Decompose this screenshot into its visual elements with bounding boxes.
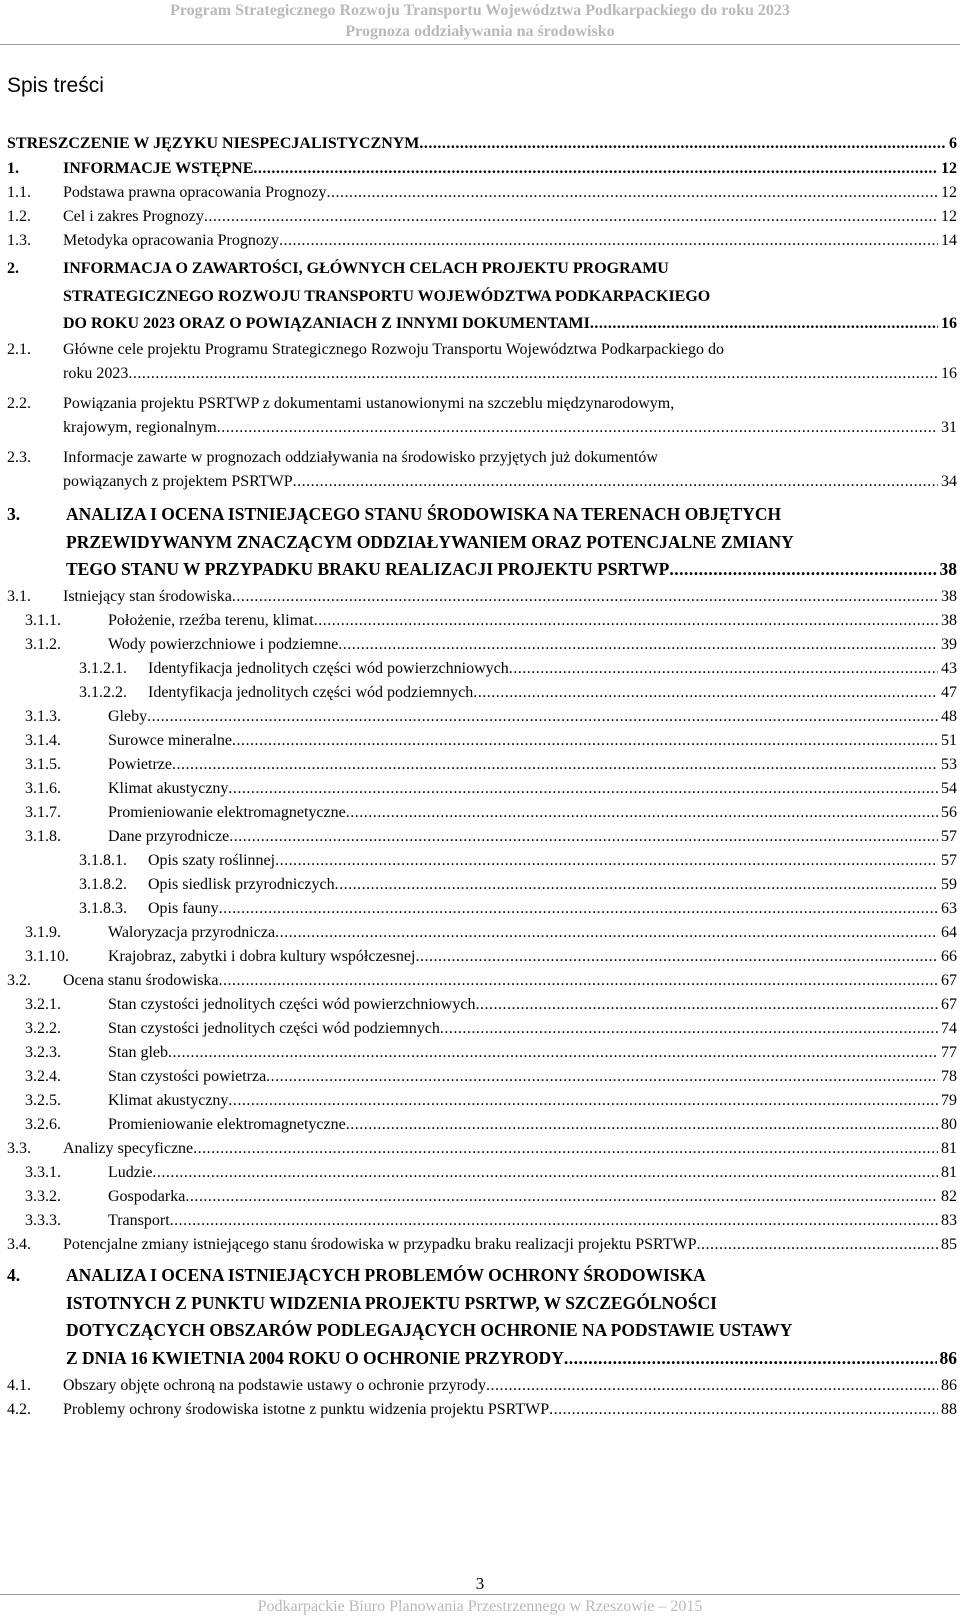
toc-entry-page: 78 bbox=[941, 1068, 957, 1085]
toc-entry-title: Wody powierzchniowe i podziemne bbox=[108, 636, 339, 653]
toc-entry-title: Krajobraz, zabytki i dobra kultury współczesnej bbox=[108, 948, 416, 965]
dot-leader bbox=[335, 873, 938, 897]
page-number: 3 bbox=[475, 1574, 485, 1593]
toc-entry-number: 3.2.4. bbox=[25, 1068, 61, 1085]
toc-entry-number: 3.1.2.2. bbox=[79, 684, 127, 701]
toc-entry-page: 48 bbox=[941, 708, 957, 725]
toc-entry-page: 80 bbox=[941, 1116, 957, 1133]
toc-entry-title: krajowym, regionalnym bbox=[63, 419, 217, 436]
dot-leader bbox=[266, 1065, 938, 1089]
toc-entry-title: Podstawa prawna opracowania Prognozy bbox=[63, 184, 327, 201]
toc-entry-title-line: Informacje zawarte w prognozach oddziaływania na środowisko przyjętych już dokumentów bbox=[63, 449, 658, 466]
dot-leader bbox=[590, 310, 938, 338]
toc-entry-title: DO ROKU 2023 ORAZ O POWIĄZANIACH Z INNYMI DOKUMENTAMI bbox=[63, 315, 590, 332]
dot-leader bbox=[346, 801, 938, 825]
toc-entry-page: 57 bbox=[941, 828, 957, 845]
header-subtitle: Prognoza oddziaływania na środowisko bbox=[345, 23, 615, 40]
toc-entry-number: 3.2.5. bbox=[25, 1092, 61, 1109]
toc-entry-page: 59 bbox=[941, 876, 957, 893]
toc-entry-page: 56 bbox=[941, 804, 957, 821]
toc-entry-number: 3.2. bbox=[7, 972, 31, 989]
toc-entry-title: INFORMACJE WSTĘPNE bbox=[63, 160, 254, 177]
toc-entry-page: 79 bbox=[941, 1092, 957, 1109]
toc-entry-title: Surowce mineralne bbox=[108, 732, 232, 749]
toc-entry-number: 4. bbox=[7, 1265, 21, 1285]
toc-entry-number: 4.1. bbox=[7, 1377, 31, 1394]
toc-entry-title: Obszary objęte ochroną na podstawie ustawy o ochronie przyrody bbox=[63, 1377, 486, 1394]
toc-entry-number: 2. bbox=[7, 260, 19, 277]
toc-entry-number: 3.1.3. bbox=[25, 708, 61, 725]
toc-entry-page: 12 bbox=[941, 184, 957, 201]
toc-entry-number: 3.3. bbox=[7, 1140, 31, 1157]
dot-leader bbox=[232, 585, 938, 609]
toc-entry-page: 38 bbox=[941, 588, 957, 605]
toc-entry-title: Problemy ochrony środowiska istotne z punktu widzenia projektu PSRTWP bbox=[63, 1401, 550, 1418]
toc-entry-title-line: ANALIZA I OCENA ISTNIEJĄCEGO STANU ŚRODOWISKA NA TERENACH OBJĘTYCH bbox=[66, 504, 782, 524]
toc-entry-number: 3.2.3. bbox=[25, 1044, 61, 1061]
toc-entry-title-line: PRZEWIDYWANYM ZNACZĄCYM ODDZIAŁYWANIEM ORAZ POTENCJALNE ZMIANY bbox=[66, 531, 794, 552]
toc-title: Spis treści bbox=[7, 74, 104, 97]
toc-entry-title-line: ANALIZA I OCENA ISTNIEJĄCYCH PROBLEMÓW OCHRONY ŚRODOWISKA bbox=[66, 1265, 706, 1285]
dot-leader bbox=[147, 705, 938, 729]
toc-entry-title-line: DOTYCZĄCYCH OBSZARÓW PODLEGAJĄCYCH OCHRONIE NA PODSTAWIE USTAWY bbox=[66, 1320, 793, 1340]
toc-entry-page: 83 bbox=[941, 1212, 957, 1229]
toc-entry-page: 14 bbox=[941, 232, 957, 249]
toc-entry-page: 47 bbox=[941, 684, 957, 701]
dot-leader bbox=[185, 1185, 938, 1209]
toc-entry-title: Z DNIA 16 KWIETNIA 2004 ROKU O OCHRONIE PRZYRODY bbox=[66, 1347, 564, 1368]
toc-entry-number: 3.3.1. bbox=[25, 1164, 61, 1181]
dot-leader bbox=[279, 229, 938, 253]
toc-entry-title: Waloryzacja przyrodnicza bbox=[108, 924, 276, 941]
dot-leader bbox=[232, 729, 938, 753]
dot-leader bbox=[229, 825, 938, 849]
toc-entry-page: 77 bbox=[941, 1044, 957, 1061]
toc-entry-page: 16 bbox=[941, 315, 957, 332]
dot-leader bbox=[473, 681, 938, 705]
dot-leader bbox=[219, 897, 938, 921]
toc-entry-number: 3.1.7. bbox=[25, 804, 61, 821]
toc-entry-number: 2.2. bbox=[7, 395, 31, 412]
toc-entry-number: 3.1.10. bbox=[25, 948, 69, 965]
toc-entry-number: 3.1.9. bbox=[25, 924, 61, 941]
footer-text: Podkarpackie Biuro Planowania Przestrzennego w Rzeszowie – 2015 bbox=[257, 1598, 703, 1615]
dot-leader bbox=[172, 753, 938, 777]
toc-entry-title-line: ISTOTNYCH Z PUNKTU WIDZENIA PROJEKTU PSRTWP, W SZCZEGÓLNOŚCI bbox=[66, 1292, 717, 1313]
toc-entry-number: 3.1.6. bbox=[25, 780, 61, 797]
dot-leader bbox=[669, 556, 936, 584]
toc-entry-title: Klimat akustyczny bbox=[108, 1092, 229, 1109]
toc-entry-page: 54 bbox=[941, 780, 957, 797]
toc-entry-number: 4.2. bbox=[7, 1401, 31, 1418]
toc-entry-number: 3.1.1. bbox=[25, 612, 61, 629]
toc-entry-page: 86 bbox=[941, 1377, 957, 1394]
toc-entry-title: Ludzie bbox=[108, 1164, 153, 1181]
toc-entry-title: powiązanych z projektem PSRTWP bbox=[63, 473, 293, 490]
toc-entry-title: Gleby bbox=[108, 708, 148, 725]
toc-entry-title: Analizy specyficzne bbox=[63, 1140, 194, 1157]
toc-entry-page: 34 bbox=[941, 473, 957, 490]
dot-leader bbox=[419, 130, 946, 158]
toc-entry-number: 1. bbox=[7, 160, 19, 177]
toc-entry-page: 67 bbox=[941, 996, 957, 1013]
toc-entry-number: 3.4. bbox=[7, 1236, 31, 1253]
toc-entry-title: Stan czystości jednolitych części wód podziemnych bbox=[108, 1020, 440, 1037]
dot-leader bbox=[338, 633, 938, 657]
toc-entry-page: 16 bbox=[941, 365, 957, 382]
toc-entry-number: 1.3. bbox=[7, 232, 31, 249]
toc-entry-title-line: Powiązania projektu PSRTWP z dokumentami ustanowionymi na szczeblu międzynarodowym, bbox=[63, 395, 675, 412]
toc-entry-title: Stan gleb bbox=[108, 1044, 168, 1061]
toc-entry-page: 39 bbox=[941, 636, 957, 653]
dot-leader bbox=[326, 181, 938, 205]
toc-entry-title: Metodyka opracowania Prognozy bbox=[63, 232, 279, 249]
toc-entry-title: roku 2023 bbox=[63, 365, 129, 382]
toc-entry-number: 3. bbox=[7, 504, 21, 524]
toc-entry-number: 3.3.3. bbox=[25, 1212, 61, 1229]
toc-entry-title: Opis siedlisk przyrodniczych bbox=[148, 876, 335, 893]
toc-entry-title: Stan czystości jednolitych części wód powierzchniowych bbox=[108, 996, 476, 1013]
header-title: Program Strategicznego Rozwoju Transportu Województwa Podkarpackiego do roku 2023 bbox=[170, 2, 790, 19]
toc-entry-title-line: Główne cele projektu Programu Strategicznego Rozwoju Transportu Województwa Podkarpackiego do bbox=[63, 341, 724, 358]
toc-entry-number: 3.1.8. bbox=[25, 828, 61, 845]
dot-leader bbox=[509, 657, 938, 681]
toc-entry-title: STRESZCZENIE W JĘZYKU NIESPECJALISTYCZNYM bbox=[7, 135, 420, 152]
toc-entry-page: 86 bbox=[939, 1347, 957, 1368]
toc-entry-page: 63 bbox=[941, 900, 957, 917]
toc-entry-title: Gospodarka bbox=[108, 1188, 186, 1205]
dot-leader bbox=[152, 1161, 938, 1185]
toc-entry-page: 81 bbox=[941, 1140, 957, 1157]
dot-leader bbox=[193, 1137, 938, 1161]
dot-leader bbox=[415, 945, 938, 969]
toc-entry-number: 2.1. bbox=[7, 341, 31, 358]
dot-leader bbox=[228, 777, 938, 801]
toc-entry-title: Opis fauny bbox=[148, 900, 219, 917]
toc-entry-page: 81 bbox=[941, 1164, 957, 1181]
dot-leader bbox=[549, 1398, 938, 1422]
toc-entry-page: 67 bbox=[941, 972, 957, 989]
toc-entry-number: 1.1. bbox=[7, 184, 31, 201]
toc-entry-number: 3.1.2.1. bbox=[79, 660, 127, 677]
toc-entry-page: 38 bbox=[941, 612, 957, 629]
toc-entry-title: Klimat akustyczny bbox=[108, 780, 229, 797]
toc-entry-page: 51 bbox=[941, 732, 957, 749]
toc-entry-page: 53 bbox=[941, 756, 957, 773]
dot-leader bbox=[275, 921, 938, 945]
toc-entry-number: 3.1.8.2. bbox=[79, 876, 127, 893]
toc-entry-title: Promieniowanie elektromagnetyczne bbox=[108, 804, 346, 821]
dot-leader bbox=[697, 1233, 938, 1257]
toc-entry-page: 88 bbox=[941, 1401, 957, 1418]
toc-entry-page: 12 bbox=[941, 160, 957, 177]
footer-divider bbox=[0, 1594, 960, 1595]
toc-entry-number: 2.3. bbox=[7, 449, 31, 466]
toc-entry-page: 6 bbox=[949, 135, 957, 152]
toc-entry-title-line: STRATEGICZNEGO ROZWOJU TRANSPORTU WOJEWÓDZTWA PODKARPACKIEGO bbox=[63, 287, 711, 305]
toc-entry-number: 3.1.2. bbox=[25, 636, 61, 653]
toc-entry-title-line: INFORMACJA O ZAWARTOŚCI, GŁÓWNYCH CELACH PROJEKTU PROGRAMU bbox=[63, 260, 669, 277]
toc-entry-title: Położenie, rzeźba terenu, klimat bbox=[108, 612, 314, 629]
toc-entry-title: Identyfikacja jednolitych części wód powierzchniowych bbox=[148, 660, 509, 677]
toc-entry-number: 3.1. bbox=[7, 588, 31, 605]
toc-entry-number: 3.2.1. bbox=[25, 996, 61, 1013]
toc-entry-page: 74 bbox=[941, 1020, 957, 1037]
dot-leader bbox=[346, 1113, 938, 1137]
toc-entry-title: Transport bbox=[108, 1212, 170, 1229]
toc-entry-title: Potencjalne zmiany istniejącego stanu środowiska w przypadku braku realizacji projektu PSRTWP bbox=[63, 1236, 697, 1253]
toc-entry-page: 12 bbox=[941, 208, 957, 225]
toc-entry-number: 3.1.8.3. bbox=[79, 900, 127, 917]
toc-entry-page: 57 bbox=[941, 852, 957, 869]
toc-entry-page: 85 bbox=[941, 1236, 957, 1253]
dot-leader bbox=[486, 1374, 938, 1398]
toc-entry-page: 66 bbox=[941, 948, 957, 965]
dot-leader bbox=[170, 1209, 938, 1233]
toc-entry-title: Stan czystości powietrza bbox=[108, 1068, 267, 1085]
dot-leader bbox=[253, 155, 938, 183]
dot-leader bbox=[275, 849, 938, 873]
toc-entry-title: Istniejący stan środowiska bbox=[63, 588, 232, 605]
toc-entry-title: Identyfikacja jednolitych części wód podziemnych bbox=[148, 684, 474, 701]
dot-leader bbox=[475, 993, 938, 1017]
dot-leader bbox=[168, 1041, 938, 1065]
dot-leader bbox=[219, 969, 938, 993]
running-header bbox=[0, 0, 960, 45]
toc-entry-title: Powietrze bbox=[108, 756, 172, 773]
toc-entry-number: 3.1.8.1. bbox=[79, 852, 127, 869]
toc-entry-title: Opis szaty roślinnej bbox=[148, 852, 276, 869]
dot-leader bbox=[204, 205, 938, 229]
dot-leader bbox=[228, 1089, 938, 1113]
toc-entry-title: Promieniowanie elektromagnetyczne bbox=[108, 1116, 346, 1133]
toc-entry-number: 3.2.2. bbox=[25, 1020, 61, 1037]
dot-leader bbox=[217, 416, 938, 440]
toc-entry-number: 3.3.2. bbox=[25, 1188, 61, 1205]
dot-leader bbox=[128, 362, 938, 386]
toc-entry-title: Ocena stanu środowiska bbox=[63, 972, 219, 989]
toc-entry-page: 43 bbox=[941, 660, 957, 677]
toc-entry-title: Cel i zakres Prognozy bbox=[63, 208, 204, 225]
toc-entry-number: 1.2. bbox=[7, 208, 31, 225]
toc-entry-page: 38 bbox=[939, 559, 957, 579]
toc-entry-title: TEGO STANU W PRZYPADKU BRAKU REALIZACJI PROJEKTU PSRTWP bbox=[66, 559, 670, 579]
toc-entry-page: 82 bbox=[941, 1188, 957, 1205]
dot-leader bbox=[314, 609, 938, 633]
toc-entry-page: 31 bbox=[941, 419, 957, 436]
toc-entry-number: 3.1.4. bbox=[25, 732, 61, 749]
dot-leader bbox=[293, 470, 938, 494]
dot-leader bbox=[564, 1345, 937, 1373]
dot-leader bbox=[440, 1017, 938, 1041]
toc-entry-number: 3.2.6. bbox=[25, 1116, 61, 1133]
toc-entry-number: 3.1.5. bbox=[25, 756, 61, 773]
toc-entry-title: Dane przyrodnicze bbox=[108, 828, 230, 845]
toc-entry-page: 64 bbox=[941, 924, 957, 941]
